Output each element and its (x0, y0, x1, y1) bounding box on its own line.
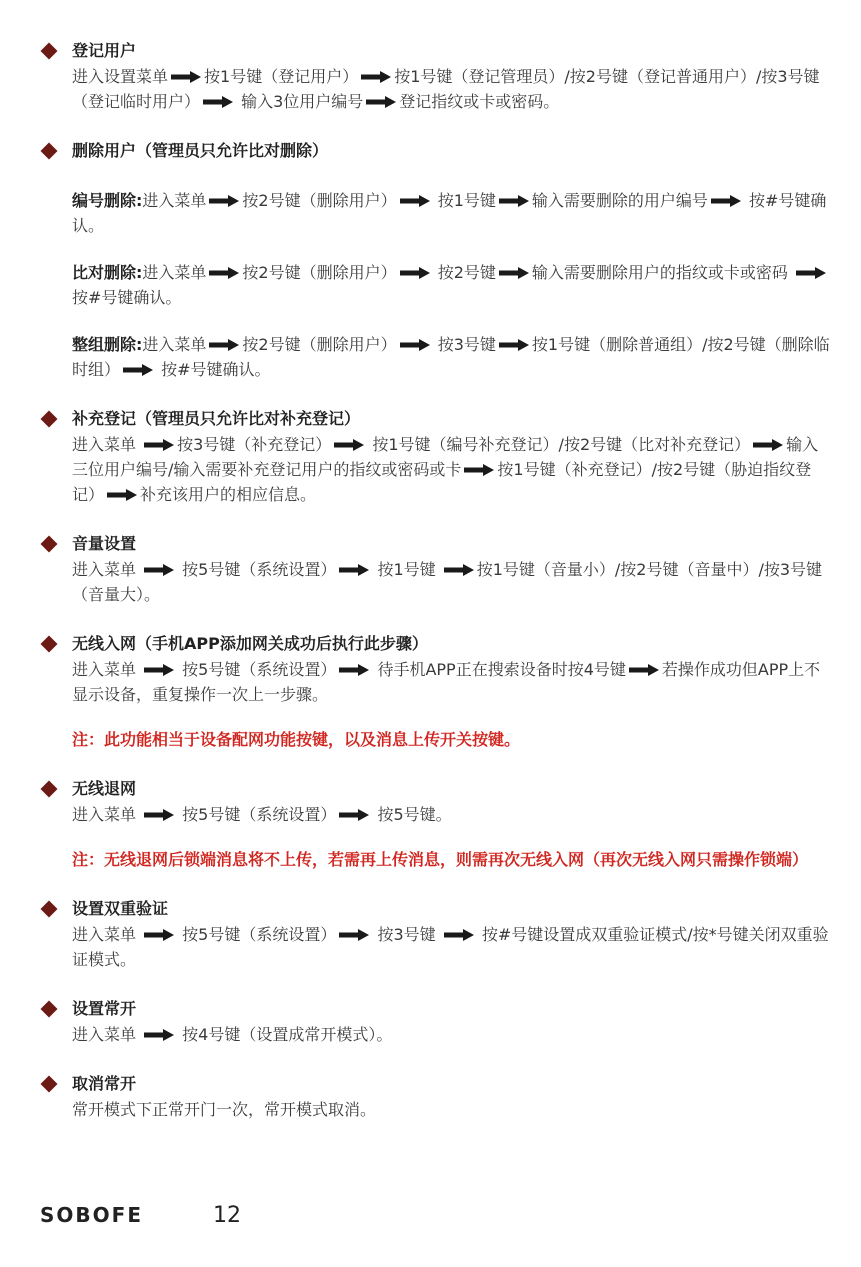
section-body: 进入菜单 按3号键（补充登记） 按1号键（编号补充登记）/按2号键（比对补充登记） 输入三位用户编号/输入需要补充登记用户的指纹或密码或卡 按1号键（补充登记）/按2号键（胁迫指纹登记） 补充该用户的相应信息。 (72, 435, 819, 504)
arrow-right-icon (400, 339, 430, 351)
brand-logo-text: SOBOFE (40, 1205, 143, 1225)
section-wireless-leave (40, 776, 830, 872)
arrow-right-icon (339, 929, 369, 941)
section-heading: 设置双重验证 (40, 896, 830, 922)
note-text: 注：无线退网后锁端消息将不上传，若需再上传消息，则需再次无线入网（再次无线入网只需操作锁端） (72, 850, 809, 869)
manual-page (40, 38, 830, 1146)
arrow-right-icon (629, 664, 659, 676)
sub-delete-by-compare: 比对删除:进入菜单 按2号键（删除用户） 按2号键 输入需要删除用户的指纹或卡或密码 按#号键确认。 (72, 260, 830, 310)
section-heading: 无线退网 (40, 776, 830, 802)
arrow-right-icon (361, 71, 391, 83)
sub-delete-group: 整组删除:进入菜单 按2号键（删除用户） 按3号键 按1号键（删除普通组）/按2号键（删除临时组） 按#号键确认。 (72, 335, 830, 379)
section-body: 进入菜单 按4号键（设置成常开模式）。 (72, 1025, 393, 1044)
section-body: 进入菜单 按5号键（系统设置） 待手机APP正在搜索设备时按4号键 若操作成功但APP上不显示设备，重复操作一次上一步骤。 (72, 660, 821, 704)
arrow-right-icon (209, 195, 239, 207)
section-heading: 登记用户 (40, 38, 830, 64)
arrow-right-icon (209, 267, 239, 279)
brand-logo (40, 1205, 202, 1225)
arrow-right-icon (499, 195, 529, 207)
arrow-right-icon (171, 71, 201, 83)
section-heading: 无线入网（手机APP添加网关成功后执行此步骤） (40, 631, 830, 657)
arrow-right-icon (339, 564, 369, 576)
arrow-right-icon (144, 564, 174, 576)
arrow-right-icon (464, 464, 494, 476)
section-cancel-normally-open (40, 1071, 830, 1122)
section-body: 常开模式下正常开门一次，常开模式取消。 (72, 1100, 377, 1119)
diamond-bullet-icon (41, 1076, 58, 1093)
section-body: 进入菜单 按5号键（系统设置） 按1号键 按1号键（音量小）/按2号键（音量中）/按3号键（音量大）。 (72, 560, 823, 604)
arrow-right-icon (144, 929, 174, 941)
section-dual-verify (40, 896, 830, 972)
arrow-right-icon (400, 267, 430, 279)
section-volume (40, 531, 830, 607)
section-heading: 设置常开 (40, 996, 830, 1022)
arrow-right-icon (123, 364, 153, 376)
arrow-right-icon (366, 96, 396, 108)
arrow-right-icon (400, 195, 430, 207)
arrow-right-icon (711, 195, 741, 207)
arrow-right-icon (144, 439, 174, 451)
section-heading: 删除用户（管理员只允许比对删除） (40, 138, 830, 164)
page-number: 12 (213, 1203, 241, 1228)
diamond-bullet-icon (41, 143, 58, 160)
arrow-right-icon (499, 267, 529, 279)
arrow-right-icon (334, 439, 364, 451)
arrow-right-icon (796, 267, 826, 279)
arrow-right-icon (144, 809, 174, 821)
section-body: 进入设置菜单 按1号键（登记用户） 按1号键（登记管理员）/按2号键（登记普通用户）/按3号键（登记临时用户） 输入3位用户编号 登记指纹或卡或密码。 (72, 67, 820, 111)
section-body: 进入菜单 按5号键（系统设置） 按3号键 按#号键设置成双重验证模式/按*号键关闭双重验证模式。 (72, 925, 829, 969)
section-normally-open (40, 996, 830, 1047)
arrow-right-icon (444, 929, 474, 941)
section-register-user (40, 38, 830, 114)
section-heading: 补充登记（管理员只允许比对补充登记） (40, 406, 830, 432)
arrow-right-icon (499, 339, 529, 351)
section-delete-user (40, 138, 830, 382)
note-text: 注：此功能相当于设备配网功能按键，以及消息上传开关按键。 (72, 730, 521, 749)
arrow-right-icon (144, 1029, 174, 1041)
diamond-bullet-icon (41, 1001, 58, 1018)
section-heading: 取消常开 (40, 1071, 830, 1097)
arrow-right-icon (753, 439, 783, 451)
diamond-bullet-icon (41, 411, 58, 428)
diamond-bullet-icon (41, 43, 58, 60)
section-body: 进入菜单 按5号键（系统设置） 按5号键。 (72, 805, 452, 824)
section-wireless-join (40, 631, 830, 752)
diamond-bullet-icon (41, 536, 58, 553)
arrow-right-icon (209, 339, 239, 351)
section-supplement-register (40, 406, 830, 507)
diamond-bullet-icon (41, 781, 58, 798)
arrow-right-icon (444, 564, 474, 576)
arrow-right-icon (203, 96, 233, 108)
diamond-bullet-icon (41, 901, 58, 918)
diamond-bullet-icon (41, 636, 58, 653)
sub-delete-by-number: 编号删除:进入菜单 按2号键（删除用户） 按1号键 输入需要删除的用户编号 按#号键确认。 (72, 191, 827, 235)
arrow-right-icon (339, 809, 369, 821)
arrow-right-icon (144, 664, 174, 676)
arrow-right-icon (107, 489, 137, 501)
arrow-right-icon (339, 664, 369, 676)
section-heading: 音量设置 (40, 531, 830, 557)
